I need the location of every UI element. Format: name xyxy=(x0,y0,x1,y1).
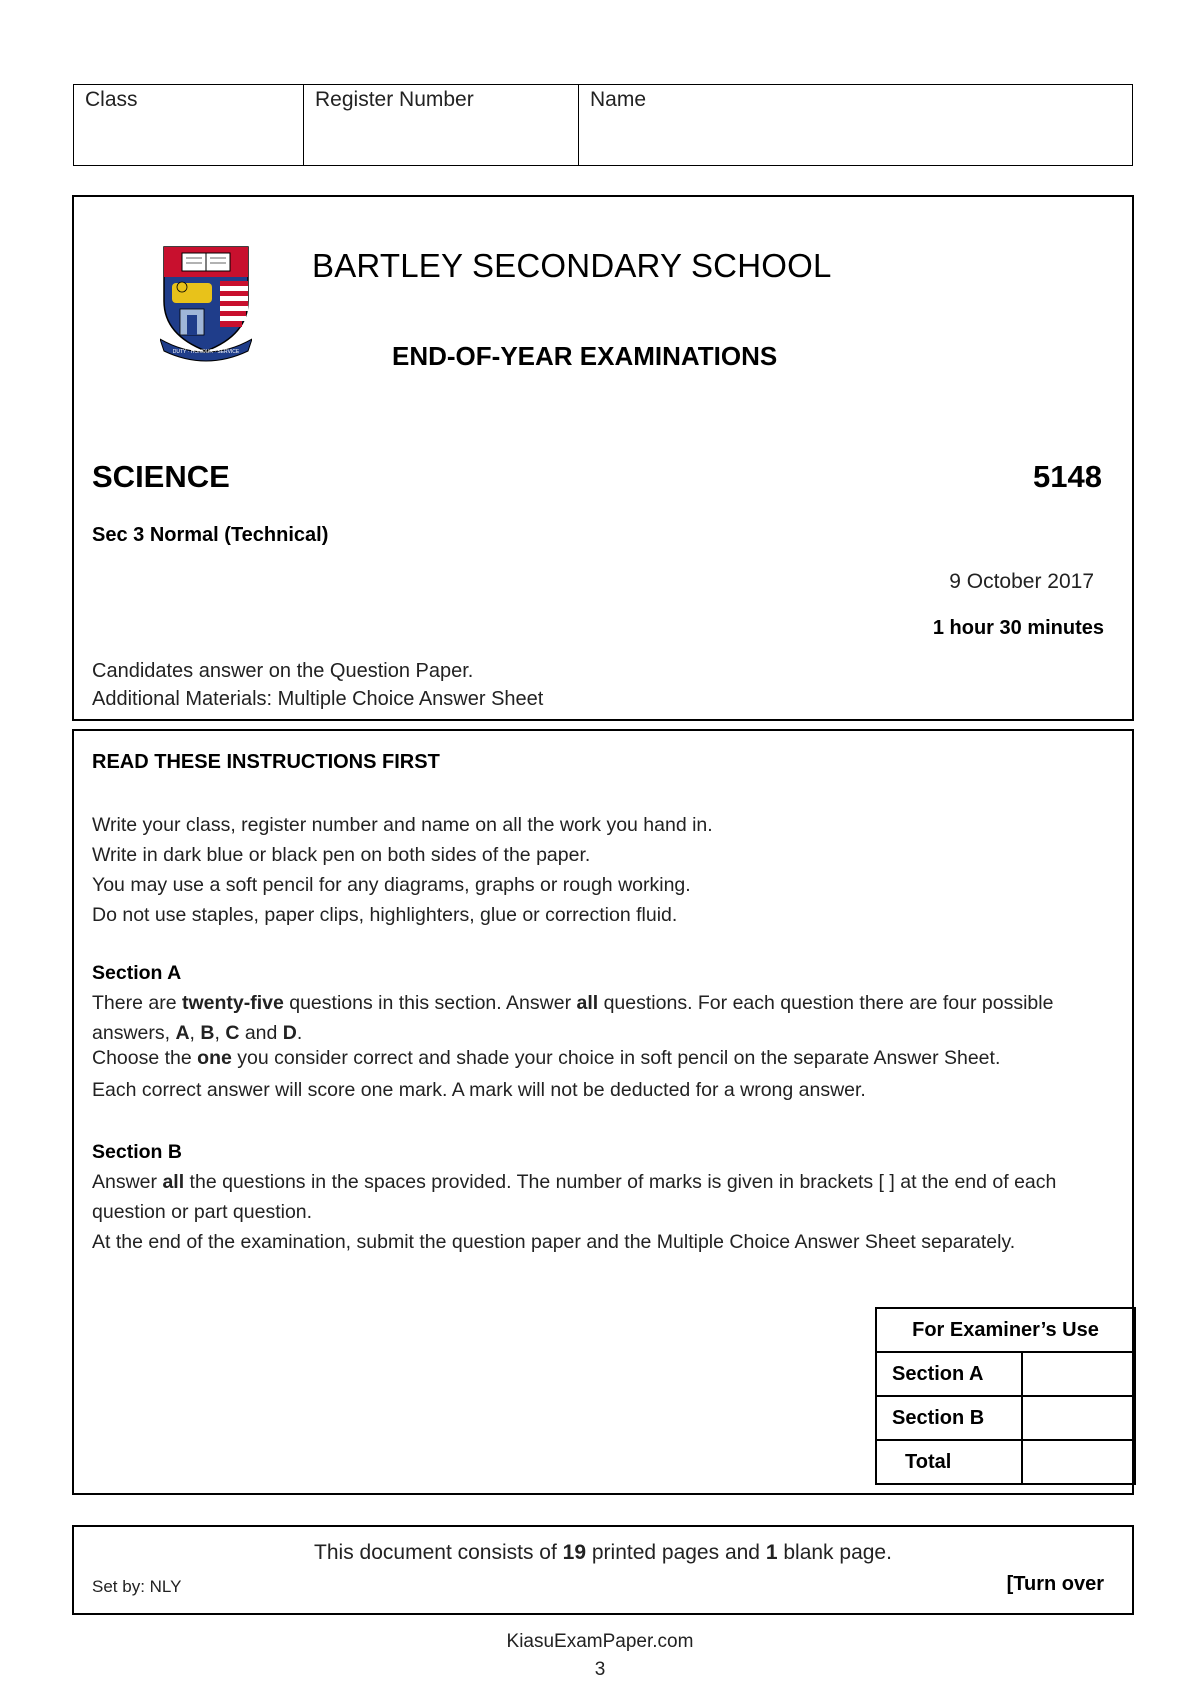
exam-date: 9 October 2017 xyxy=(949,570,1094,593)
candidates-note: Candidates answer on the Question Paper. xyxy=(92,660,474,682)
section-a-line-3: Choose the one you consider correct and shade your choice in soft pencil on the separate Answer Sheet. xyxy=(92,1047,1001,1069)
instruction-line: You may use a soft pencil for any diagrams, graphs or rough working. xyxy=(92,874,691,896)
crest-motto: DUTY · HONOUR · SERVICE xyxy=(172,349,240,355)
name-label: Name xyxy=(590,88,647,111)
section-b-line-2: question or part question. xyxy=(92,1201,313,1223)
page-count-note: This document consists of 19 printed pages and 1 blank page. xyxy=(314,1541,892,1564)
section-b-label: Section B xyxy=(876,1396,1022,1440)
exam-duration: 1 hour 30 minutes xyxy=(932,617,1104,639)
school-crest-icon xyxy=(160,243,252,363)
instruction-line: Write in dark blue or black pen on both sides of the paper. xyxy=(92,844,591,866)
instructions-box xyxy=(72,729,1134,1495)
set-by: Set by: NLY xyxy=(92,1577,182,1596)
student-info-row xyxy=(73,84,1133,166)
instructions-title: READ THESE INSTRUCTIONS FIRST xyxy=(92,751,440,773)
page-number: 3 xyxy=(594,1659,606,1680)
subject-title: SCIENCE xyxy=(92,459,230,494)
section-b-line-3: At the end of the examination, submit the question paper and the Multiple Choice Answer Sheet separately. xyxy=(92,1231,1016,1253)
exam-title: END-OF-YEAR EXAMINATIONS xyxy=(392,341,778,371)
section-a-line-2: answers, A, B, C and D. xyxy=(92,1022,303,1044)
site-watermark: KiasuExamPaper.com xyxy=(506,1631,694,1652)
total-score-cell[interactable] xyxy=(1022,1440,1135,1484)
register-number-label: Register Number xyxy=(315,88,474,111)
section-a-heading: Section A xyxy=(92,962,182,984)
section-b-line-1: Answer all the questions in the spaces provided. The number of marks is given in brackets [ ] at the end of each xyxy=(92,1171,1057,1193)
instruction-line: Write your class, register number and name on all the work you hand in. xyxy=(92,814,713,836)
examiners-use-title: For Examiner’s Use xyxy=(876,1308,1135,1352)
name-field[interactable] xyxy=(579,85,1132,165)
class-label: Class xyxy=(85,88,138,111)
section-a-label: Section A xyxy=(876,1352,1022,1396)
additional-materials: Additional Materials: Multiple Choice Answer Sheet xyxy=(92,688,544,710)
section-b-heading: Section B xyxy=(92,1141,182,1163)
total-label: Total xyxy=(876,1440,1022,1484)
register-number-field[interactable] xyxy=(304,85,579,165)
section-a-score-cell[interactable] xyxy=(1022,1352,1135,1396)
turn-over: [Turn over xyxy=(1006,1573,1104,1595)
examiners-use-table xyxy=(875,1307,1136,1485)
section-a-line-4: Each correct answer will score one mark. A mark will not be deducted for a wrong answer. xyxy=(92,1079,866,1101)
footer-box xyxy=(72,1525,1134,1615)
instruction-line: Do not use staples, paper clips, highlighters, glue or correction fluid. xyxy=(92,904,678,926)
subject-code: 5148 xyxy=(1033,459,1102,494)
level-text: Sec 3 Normal (Technical) xyxy=(92,524,329,546)
cover-header xyxy=(72,195,1134,721)
section-a-line-1: There are twenty-five questions in this section. Answer all questions. For each question there are four possible xyxy=(92,992,1054,1014)
school-name: BARTLEY SECONDARY SCHOOL xyxy=(312,247,832,284)
section-b-score-cell[interactable] xyxy=(1022,1396,1135,1440)
class-field[interactable] xyxy=(74,85,304,165)
